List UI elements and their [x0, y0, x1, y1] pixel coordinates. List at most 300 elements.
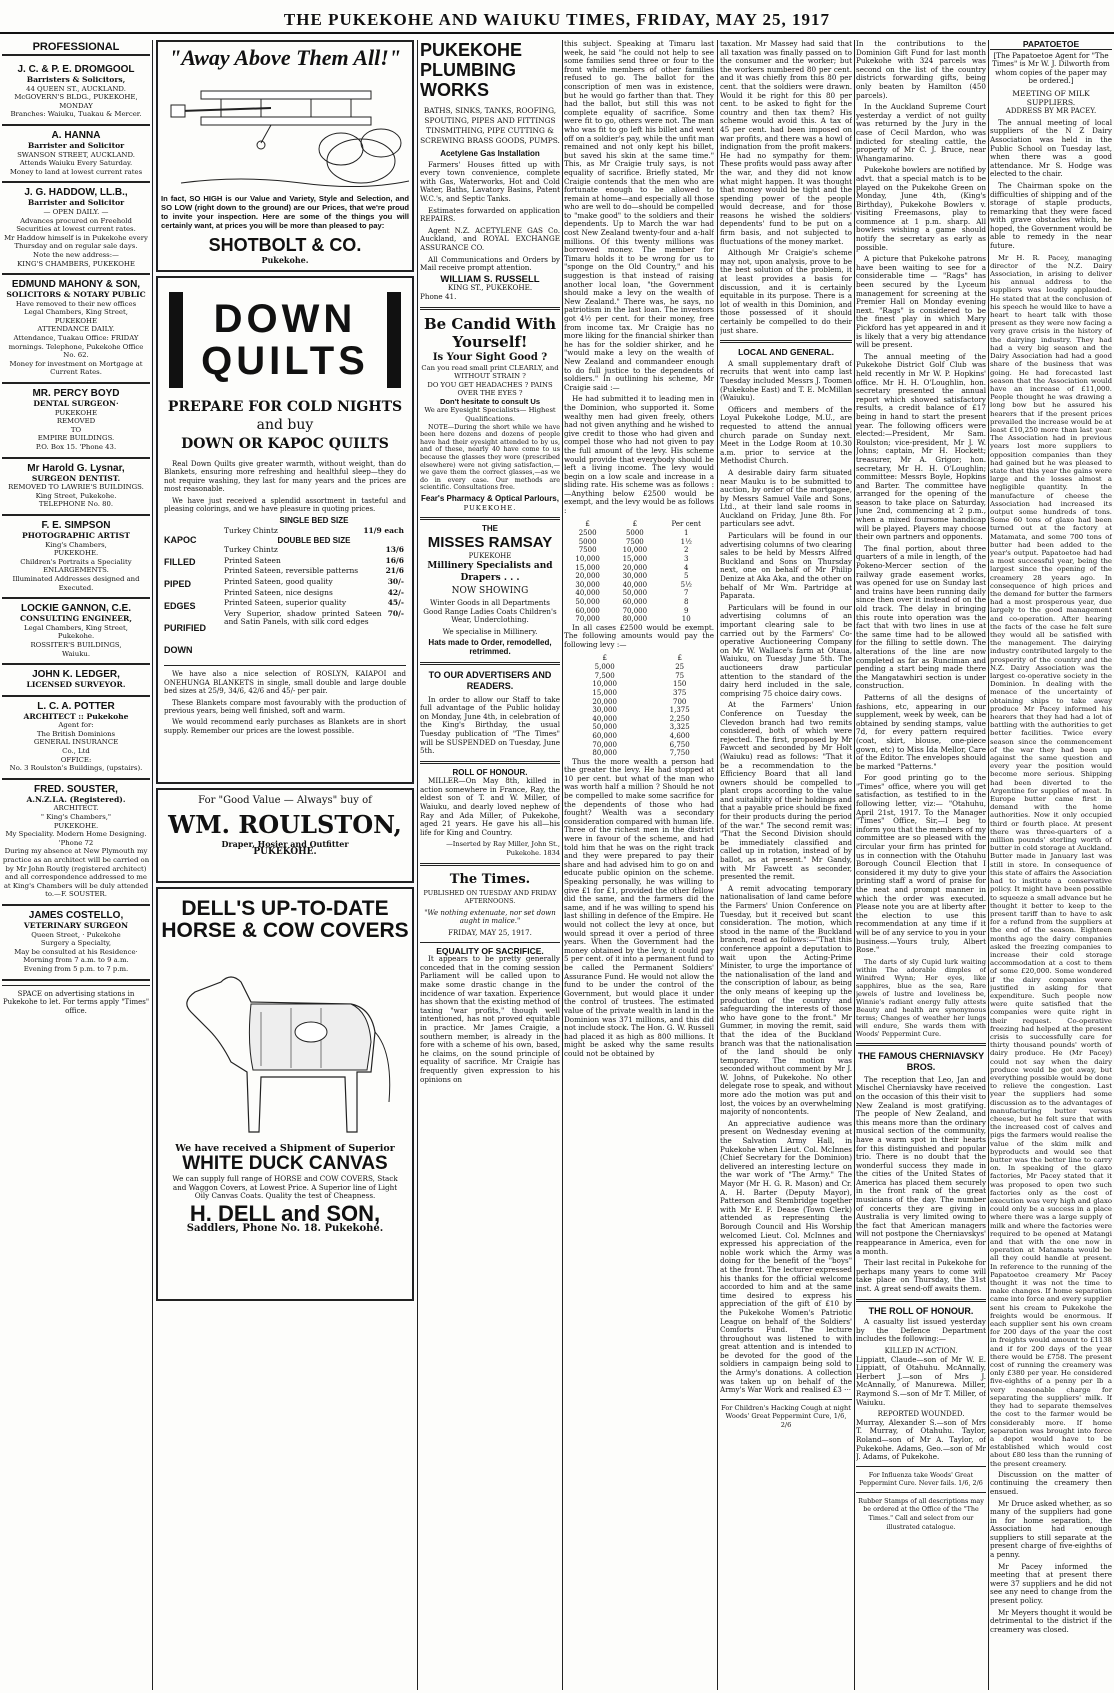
equality-title: EQUALITY OF SACRIFICE. — [436, 945, 544, 956]
professional-name: EDMUND MAHONY & SON, — [11, 279, 141, 291]
column-rule — [854, 40, 855, 1690]
levy-row — [564, 572, 714, 581]
levy-header-cell: £ — [632, 519, 638, 528]
plumbing-name: WILLIAM S. RUSSELL — [440, 273, 540, 285]
levy-cell: 7500 — [625, 537, 644, 546]
levy-row — [564, 598, 714, 607]
levy-cell: 7,750 — [669, 749, 690, 758]
professional-line: DENTAL SURGEON· — [33, 399, 119, 409]
levy-cell: 700 — [672, 697, 687, 706]
professional-line: Legal Chambers, King Street, — [24, 308, 128, 317]
professional-line: Morning from 7 a.m. to 9 a.m. — [23, 956, 129, 965]
masthead: THE PUKEKOHE AND WAIUKU TIMES, FRIDAY, MAY 25, 1917 — [0, 0, 1114, 34]
levy-row — [564, 732, 714, 741]
shotbolt-name: SHOTBOLT & CO. — [208, 234, 362, 255]
levy-row — [564, 672, 714, 681]
professional-card — [2, 697, 150, 780]
professional-line: SOLICITORS & NOTARY PUBLIC — [6, 290, 146, 300]
professional-card — [2, 516, 150, 599]
price-value: 30/- — [387, 577, 404, 586]
levy-header-cell: Per cent — [671, 519, 701, 528]
professional-line: Attendance, Tuakau Office: FRIDAY mornings. Telephone, Pukekohe Office No. 62. — [8, 334, 144, 360]
single-bed-heading: SINGLE BED SIZE — [279, 516, 349, 526]
shotbolt-headline: "Away Above Them All!" — [169, 45, 401, 70]
times-title: The Times. — [449, 871, 531, 887]
levy-cell: 2500 — [578, 529, 597, 538]
col5-para1: taxation. Mr Massey had said that all taxation was finally passed on to the consumer and the worker; but the workers numbered 80 per cent. and it was chiefly from this 80 per cent. that the soldiers were drawn. Would it be right for this 80 per cent. to be asked to fight for the country and then tax them? His scheme would avoid this. A tax of 45 per cent. had been imposed on war profits, and there was a howl of indignation from the profit makers. He had no sympathy for them. These profits would pass away after the war, and they did not know what might happen. It was thought that money would be tight and the spending power of the people would decrease, and for those reasons he wished the soldiers' dependents' fund to be put on a firm basis, and not subjected to fluctuations of the money market. — [720, 40, 852, 246]
column-rule — [717, 40, 718, 1690]
professional-line: ROSSITER'S BUILDINGS, — [30, 640, 122, 649]
double-bed-price-table — [222, 545, 406, 628]
professional-card — [2, 599, 150, 665]
professional-line: Queen Street, · Pukekohe — [31, 930, 121, 939]
quilts-note-2: These Blankets compare most favourably with the production of previous years, being well finished, soft and warm. — [164, 698, 406, 716]
ads-column-3 — [420, 40, 560, 1690]
cherniavsky-body-2: Their last recital in Pukekohe for perhaps many years to come will take place on Thursday, the 31st inst. A great send-off awaits them. — [856, 1258, 986, 1293]
levy-header-cell: £ — [602, 653, 607, 662]
levy-cell: 9 — [684, 606, 689, 615]
quilts-title-quilts: QUILTS — [201, 339, 369, 383]
levy-cell: 20,000 — [575, 572, 600, 581]
professional-card — [2, 126, 150, 183]
professional-line: P.O. Box 15. 'Phone 43. — [35, 443, 117, 451]
cherniavsky-title: THE FAMOUS CHERNIAVSKY BROS. — [857, 1050, 985, 1072]
col4-para1: this subject. Speaking at Timaru last week, he said "he could not help to see some families send three or four to the front while members of other families refused to go. The ballot for the conscription of men was in existence, but he would go farther than that. They had the ballot, but still this was not complete equality of sacrifice. Some were fit to go, others were not. The man who was fit to go left his billet and went off on a soldier's pay, while the unfit man remained and not only kept his billet, but saved his skin at the same time." This, as Mr Craigie truly says, is not equality of sacrifice. Briefly stated, Mr Craigie contends that the men who are fortunate enough to be allowed to remain at home—and especially all those who are well to do—should be compelled to "make good" to the soldiers and their dependents. Up to March the war had cost New Zealand twenty-four and a-half millions. Of this twenty millions was borrowed money. The member for Timaru holds it to be wrong for us to "sponge on the Old Country," and his suggestion is that instead of raising another local loan, "the Government should make a levy on the wealth of New Zealand." There was, he says, no patriotism in the last loan. The investors got 4½ per cent. for their money, free from income tax. Mr Craigie has no more liking for the financial shirker than he has for the soldier shirker, and he "would make a levy on the wealth of New Zealand and commandeer enough to do full justice to the dependents of soldiers." In outlining his scheme, Mr Craigie said :— — [564, 40, 714, 392]
levy-cell: 5½ — [680, 580, 692, 589]
quilts-subhead-1: PREPARE FOR COLD NIGHTS — [167, 399, 403, 415]
column-rule — [417, 40, 418, 1690]
levy-cell: 7 — [684, 589, 689, 598]
papatoetoe-title: PAPATOETOE — [990, 40, 1112, 50]
local-2: Officers and members of the Loyal Pukekohe Lodge, M.U., are requested to attend the annual church parade on Sunday next. Meet in the Lodge Room at 10.30 a.m. prior to service at the Methodist Church. — [720, 404, 852, 466]
roll-right-intro: A casualty list issued yesterday by the Defence Department includes the following:— — [856, 1317, 986, 1344]
col6-para5: The annual meeting of the Pukekohe District Golf Club was held recently in Mr W. P. Hopkins' office. Mr H. H. O'Loughlin, hon. secretary presented the annual report which showed satisfactory results, a credit balance of £17 being in hand to start the present year. The following officers were elected:—President, Mr Sam. Roulston; vice-president, Mr J. W. Johns; captain, Mr H. Hockett; treasurer, Mr A. Grigor; hon. secretary, Mr H. H. O'Loughlin; committee: Messrs Boyle, Hopkins and Barter. The committee have arranged for the opening of the season to take place on Saturday, June 2nd, commencing at 2 p.m., when a mixed foursome handicap will be played. Players may choose their own partners and opponents. — [856, 351, 986, 542]
levy-row — [564, 680, 714, 689]
candid-specialists: We are Eyesight Specialists— Highest Qualifications. — [424, 406, 556, 424]
professional-name: A. HANNA — [51, 129, 101, 141]
professional-line: — OPEN DAILY. — — [43, 207, 109, 216]
professional-line: Money to land at lowest current rates — [9, 167, 143, 176]
quilts-subhead-3: DOWN OR KAPOC QUILTS — [181, 436, 389, 452]
price-value: 11/9 each — [363, 526, 404, 536]
levy-cell: 6,750 — [669, 740, 690, 749]
levy-cell: 15,000 — [592, 688, 617, 697]
ramsay-hats: Hats made to Order, remodelled, retrimmed. — [428, 638, 552, 656]
professional-line: 44 QUEEN ST., AUCKLAND. — [26, 84, 126, 93]
professional-card — [2, 780, 150, 906]
levy-cell: 1 — [684, 529, 689, 538]
dell-name: H. DELL and SON, — [189, 1201, 381, 1227]
levy-cell: 10,000 — [592, 680, 617, 689]
candid-place: PUKEKOHE. — [463, 503, 517, 512]
col7-body3: Mr H. R. Pacey, managing director of the N.Z. Dairy Association, in arising to deliver his annual address to the suppliers was loudly applauded. He stated that at the conclusion of his speech he would like to have a heart to heart talk with those present as they were now facing a very grave crisis in the history of the dairying industry. They had had a very big season and the Dairy Association had had a good share of the business that was going. He had forecasted last season that the Association would have an increase of £11,000. People thought he was drawing a long bow but he assured his hearers that if the present prices prevailed the increase would be at least £10,250 more than last year. The Association had in previous years lost more suppliers to opposition companies than they had gained but he was pleased to state that this year the gains were large and the losses almost a negligible quantity. In the manufacture of cheese the Association had increased its output some hundreds of tons. Some 60 tons of glaxo had been turned out at the factory at Matamata, and some 700 tons of butter had been added to the year's output. Papatoetoe had had a most successful year, being the largest since the opening of the creamery 28 years ago. In consequence of high prices and the demand for butter the farmers had a most prosperous year, due largely to the good management and co-operation. After hearing the facts of the case he felt sure they would all be satisfied with the management. The dairying industry contributed largely to the prosperity of the country and the N.Z. Dairy Association was the largest co-operative society in the Dominion. In dealing with the menace of the uncertainty of obtaining ships to take away produce Mr Pacey informed his hearers that they had had a lot of battling with the authorities to get better facilities. Twice every season since the commencement of the war they had been up against the same question and every year the position would become more serious. Shipping had been diverted to the Argentine for supplies of meat. In Europe butter came first in demand with the home authorities. Now it only occupied third or fourth place. At present there was three-quarters of a million pounds' sterling worth of butter in cold storage at Auckland. Butter made in January last was still in store. In consequence of this state of affairs the Association had to institute a conservative policy. It might have been possible to squeeze a small advance but he thought it better to keep to the present tariff than to have to ask for a refund from the suppliers at the end of the season. Eighteen months ago the dairy companies asked the freezing companies to increase their cold storage accommodation at a cost to them of some £20,000. Some wondered if the dairy companies were justified in asking for that expenditure. Such people now were quite satisfied that the companies were quite right in their request. Co-operative freezing had helped at the present crisis to successfully care for thirty thousand pounds' worth of dairy produce. He (Mr Pacey) could not say when the dairy produce would be got away, but everything possible would be done to relieve the congestion. Last year the suppliers had some discussion as to the advantages of manufacturing butter versus cheese, but he felt sure that with the increased cost of calves and pigs the farmers would realise the value of the skim milk and byproducts and would see that butter was the better line to carry on. In speaking of the glaxo factories, Mr Pacey stated that it was proposed to open two such factories only as the cost of execution was very high and glaxo could only be a success in a place where there was a large supply of milk and where the factories were required to be opened at Matangi and that with the one now in operation at Matamata would be all they could handle at present. In reference to the running of the Papatoetoe creamery Mr Pacey thought it was not the time to make changes. If home separation came into force and every supplier sent his cream to Pukekohe the freights would be enormous. If each supplier sent his own cream for 200 days of the year the cost in freights would amount to £1138 and if for 200 days of the year there would be £758. The present cost of running the creamery was only £380 per year. He considered five-eighths of a penny per lb a very reasonable charge for separating the suppliers' milk. If they had to separate themselves the cost to the farmer would be considerably more. If home separation was brought into force a depot would have to be established which would cost about £80 less than the running of the present creamery. — [990, 253, 1112, 1468]
professional-line: King Street, Pukekohe. — [35, 491, 117, 500]
quilt-side-label: FILLED — [164, 557, 196, 568]
col6-para2: In the Auckland Supreme Court yesterday a verdict of not guilty was returned by the Jury in the case of Cecil Mardon, who was indicted for stealing cattle, the property of Mr C. J. Bruce, near Whangamarino. — [856, 102, 986, 163]
col7-body6: Mr Pacey informed the meeting that at present there were 37 suppliers and he did not see any need to change from the present policy. — [990, 1561, 1112, 1606]
advertisers-body: In order to allow our Staff to take full advantage of the Public holiday on Monday, June 4th, in celebration of the King's Birthday, the usual Tuesday publication of "The Times" will be SUSPENDED on Tuesday, June 5th. — [420, 694, 560, 756]
levy-row — [564, 715, 714, 724]
roulston-name: WM. ROULSTON, — [168, 809, 402, 839]
shotbolt-ad — [156, 40, 414, 272]
col7-body7: Mr Meyers thought it would be detrimental to the district if the creamery was closed. — [990, 1607, 1112, 1634]
col6-para8: For good printing go to the "Times" office, where you will get satisfaction, as testified to in the following letter, viz:— "Otahuhu, April 21st, 1917. To the Manager "Times" Office, Sir,—I beg to inform you that the members of my committee are so pleased with the circular your firm has printed for us in connection with the Otahuhu Borough Council Election that I considered it my duty to give your printing staff a word of praise for the neat and prompt manner in which the order was executed. Please note you are at liberty after the election to use this recommendation at any time if it will be of any service to you in your business.—Yours truly, Albert Rose." — [856, 773, 986, 955]
candid-q4: Don't hesitate to consult Us — [439, 396, 541, 406]
col7-body2: The Chairman spoke on the difficulties of shipping and of the storage of staple products, remarking that they were faced with grave obstacles which, he hoped, the Government would be able to remedy in the near future. — [990, 180, 1112, 251]
equality-editorial — [420, 947, 560, 1085]
professional-line: PUKEKOHE. — [53, 821, 99, 830]
candid-name: Fear's Pharmacy & Optical Parlours, — [421, 494, 559, 503]
professional-line: " King's Chambers," — [40, 813, 112, 822]
dell-headline-1: DELL'S UP-TO-DATE — [181, 897, 389, 920]
levy-cell: 5000 — [625, 529, 644, 538]
professional-line: Evening from 5 p.m. to 7 p.m. — [23, 964, 129, 973]
price-item: Printed Sateen, superior quality — [224, 598, 347, 608]
col4-para4: Thus the more wealth a person had the greater the levy. He had stopped at 10 per cent. but what of the man who was worth half a million ? Should he not be compelled to make some sacrifice for the dependents of those who had fought? Wealth was a secondary consideration compared with human life. Three of the richest men in the district were in favour of the scheme, and had told him that he was on the right track and they were prepared to pay their share and had advised him to go on and educate public opinion on the scheme. Speaking personally, he was willing to give £1 for £1, provided the other fellow did the same, and the farmers did the same, and if he was willing to spend his last shilling in defence of the Empire. He would not collect the levy at once, but would spread it over a period of three years. When the Government had the money obtained by the levy, it could pay 5 per cent. of it into a permanent fund to be called the Permanent Soldiers' Assurance Fund. He would not allow the fund to be under the control of the Government, but would place it under the control of trustees. The estimated value of the private wealth in land in the Dominion was 371 millions, and this did not include stock. The Hon. G. W. Russell had placed it as high as 800 millions. It might be asked why the same results could not be obtained by — [564, 756, 714, 1058]
levy-row — [564, 706, 714, 715]
levy-cell: 20,000 — [622, 563, 648, 572]
levy-header-row — [564, 653, 714, 664]
professional-line: PUKEKOHE. — [53, 549, 99, 558]
quilt-side-label: PURIFIED — [164, 623, 207, 634]
roll-of-honour-notice — [420, 769, 560, 858]
levy-row — [564, 663, 714, 672]
professional-name: L. C. A. POTTER — [37, 700, 115, 712]
space-to-let-notice: SPACE on advertising stations in Pukekohe to let. For terms apply "Times" office. — [2, 989, 150, 1015]
levy-row — [564, 529, 714, 538]
display-ads-column — [156, 40, 414, 1690]
col6-para6: The final portion, about three quarters of a mile in length, of the Pokeno-Mercer section of the railway grade easement works, was opened for use on Sunday last and trains have been running daily since then over it instead of on the old track. The delay in bringing this route into operation was the fact that with two lines in use at the same time had to be allowed for the filling to settle down. The alterations of the line are now completed as far as Runciman and pending a start being made there the Mangatawhiri section is under construction. — [856, 543, 986, 691]
price-row — [222, 598, 406, 609]
plumbing-communications: All Communications and Orders by Mail receive prompt attention. — [420, 254, 560, 273]
plumbing-estimates: Estimates forwarded on application REPAIRS. — [420, 205, 560, 224]
professional-name: J. G. HADDOW, LL.B., — [24, 187, 128, 199]
ramsay-specialise: We specialise in Millinery. — [442, 626, 538, 636]
plumbing-phone: Phone 41. — [420, 291, 457, 301]
levy-cell: 1,375 — [669, 706, 690, 715]
levy-cell: 50,000 — [592, 723, 617, 732]
price-item: Very Superior, shadow printed Sateen and Satin Panels, with silk cord edges — [224, 608, 382, 627]
professional-name: MR. PERCY BOYD — [32, 388, 120, 400]
levy-cell: 60,000 — [575, 606, 600, 615]
levy-cell: 5 — [684, 572, 689, 581]
levy-cell: 30,000 — [592, 706, 617, 715]
professional-line: Waiuku. — [61, 649, 91, 658]
ramsay-title: MISSES RAMSAY — [427, 533, 553, 551]
professional-line: ATTENDANCE DAILY. — [37, 325, 115, 334]
professional-name: F. E. SIMPSON — [41, 519, 111, 531]
quilts-note-3: We would recommend early purchases as Blankets are in short supply. Remember our prices are the lowest possible. — [164, 718, 406, 735]
levy-cell: 60,000 — [592, 731, 617, 740]
plumbing-title: PUKEKOHE PLUMBING WORKS — [420, 40, 523, 100]
biplane-illustration — [161, 71, 409, 191]
double-bed-heading: DOUBLE BED SIZE — [277, 535, 351, 545]
professional-line: Illuminated Addresses designed and Executed. — [12, 574, 140, 592]
cherniavsky-body: The reception that Leo, Jan and Mischel Cherniavsky have received on the occasion of this their visit to New Zealand is most gratifying. The people of New Zealand, and this means more than the ordinary musical section of the community, have a warm spot in their hearts for this distinguished and popular trio. There is no doubt that the wonderful success they made in the cities of the United States of America has placed them securely in the front rank of the great musicians of the day. The number of concerts they are giving in Australia is very limited owing to the fact that American managers will not postpone the Cherniavskys' reappearance in America, even for a month. — [856, 1074, 986, 1256]
plumbing-address: KING ST., PUKEKOHE. — [447, 283, 533, 293]
professional-line: Barrister and Solicitor — [27, 198, 125, 208]
levy-amount-table — [564, 653, 714, 758]
levy-row — [564, 741, 714, 750]
quilt-side-label: KAPOC — [164, 535, 197, 546]
professional-line: Note the new address:— — [33, 250, 119, 259]
levy-cell: 80,000 — [592, 749, 617, 758]
candid-ad — [420, 315, 560, 513]
professional-line: ENLARGEMENTS. — [43, 566, 109, 575]
local-5: Particulars will be found in our advertising columns of an important clearing sale to be carried out by the Farmers' Co-operative Auctioneering Company on Mr W. Wallace's farm at Otaua, Waiuku, on Tuesday June 5th. The auctioneers draw particular attention to the standard of the dairy herd included in the sale, comprising 75 choice dairy cows. — [720, 602, 852, 698]
professional-line: Surgery a Specialty, — [40, 939, 112, 948]
column-rule — [562, 40, 563, 1690]
ramsay-place: PUKEKOHE — [468, 551, 512, 560]
professional-line: REMOVED TO LAWRIE'S BUILDINGS. — [8, 483, 144, 492]
professional-line: McGOVERN'S BLDG., PUKEKOHE, MONDAY — [14, 93, 138, 110]
col4-para2: He had submitted it to leading men in the Dominion, who supported it. Some wealthy men had given freely, others had not given anything and he wished to give credit to those who had given and compel those who had not given to pay the full amount of the levy. His scheme would provide that everybody should be left a living income. The levy would begin on a low scale and increase in a sliding rate. His scheme was as follows :—Anything below £2500 would be exempt, and the levy would be as follows : — [564, 394, 714, 516]
professional-line: REMOVED — [56, 417, 96, 426]
levy-cell: 375 — [672, 688, 687, 697]
milk-meeting-heading: MEETING OF MILK SUPPLIERS. — [1012, 88, 1090, 107]
dell-footer: Saddlers, Phone No. 18. Pukekohe. — [186, 1223, 384, 1235]
professional-line: GENERAL INSURANCE — [33, 738, 119, 747]
col6-para9: The darts of sly Cupid lurk waiting within The adorable dimples of Winifred Wynn; Her eyes, like sapphires, blue as the sea, Rare jewels of lustre and loveliness be, Winnie's radiant energy fully attests Beauty and health are synonymous terms; Changes of weather her lungs will endure, She wards them with Woods' Peppermint Cure. — [856, 957, 986, 1038]
gas-body: Farmers' Houses fitted up with every town convenience, complete with Gas, Waterworks, Hot and Cold Water, Baths, Lavatory Basins, Patent W.C.'s, and Septic Tanks. — [420, 159, 560, 203]
professional-line: VETERINARY SURGEON — [23, 920, 129, 930]
killed-heading: KILLED IN ACTION. — [884, 1346, 958, 1355]
professional-name: Mr Harold G. Lysnar, — [27, 462, 125, 474]
down-quilts-ad — [156, 276, 414, 784]
professional-line: LICENSED SURVEYOR. — [26, 680, 126, 690]
levy-row — [564, 538, 714, 547]
shotbolt-body: In fact, SO HIGH is our Value and Variety, Style and Selection, and SO LOW (right down to the ground) are our Prices, that we're proud to invite your inspection. Here are some of the things you will certainly want, at prices you will be more than pleased to pay: — [161, 193, 409, 230]
local-8: An appreciative audience was present on Wednesday evening at the Salvation Army Hall, in Pukekohe when Lieut. Col. McInnes (Chief Secretary for the Dominion) delivered an interesting lecture on the war work of "The Army." The Mayor (Mr H. G. R. Mason) and Cr. A. H. Barter (Deputy Mayor), Patterson and Stembridge together with Mr E. F. Dease (Town Clerk) attended as representing the Borough Council and His Worship welcomed Lieut. Col. McInnes and expressed his appreciation of the noble work which the Army was doing for the benefit of the "boys" at the front. The lecturer expressed his thanks for the official welcome accorded to him and at the same time desired to express his appreciation of the gift of £10 by the Pukekohe Women's Patriotic League on behalf of the Soldiers' Comforts Fund. The lecture throughout was listened to with great attention and is intended to be devoted for the good of the soldiers in campaign being sold to the Army's donations. A collection was taken up on behalf of the Army's War Work and realised £3 ··· — [720, 1118, 852, 1395]
price-value: 21/6 — [385, 566, 404, 576]
quilt-side-label: DOWN — [164, 645, 193, 656]
ramsay-trade: Millinery Specialists and Drapers . . . — [427, 561, 553, 584]
levy-cell: 70,000 — [575, 615, 600, 624]
professional-line: Branches: Waiuku, Tuakau & Mercer. — [10, 110, 142, 119]
levy-row — [564, 689, 714, 698]
professional-heading: PROFESSIONAL — [2, 40, 150, 56]
levy-cell: 10,000 — [622, 546, 648, 555]
levy-cell: 15,000 — [622, 555, 648, 564]
levy-cell: 3 — [684, 555, 689, 564]
levy-cell: 4 — [684, 563, 689, 572]
col7-body5: Mr Druce asked whether, as so many of the suppliers had gone in for home separation, the Association had enough suppliers to still separate at the present charge of five-eighths of a penny. — [990, 1498, 1112, 1560]
ramsay-ad — [420, 525, 560, 656]
quilt-side-label: PIPED — [164, 579, 192, 590]
levy-row — [564, 589, 714, 598]
price-value: 70/- — [387, 608, 404, 618]
ramsay-the: THE — [482, 524, 498, 534]
professional-line: Co., Ltd — [62, 747, 90, 756]
levy-cell: 20,000 — [592, 697, 617, 706]
shotbolt-place: Pukekohe. — [261, 254, 309, 265]
quilts-subhead-2: and buy — [256, 417, 314, 433]
professional-line: Pukekohe. — [57, 632, 95, 641]
levy-cell: 2,250 — [669, 714, 690, 723]
price-row — [222, 556, 406, 567]
equality-body: It appears to be pretty generally conceded that in the coming session Parliament will be called upon to make some drastic change in the incidence of war taxation. Experience has shown that the existing method of taxing "war profits," though well intentioned, has not proved equitable in practice. Mr James Craigie, a southern member, is already in the fore with a scheme of his own, based, he claims, on the sound principle of equality of sacrifice. Mr Craigie has frequently given expression to his opinions on — [420, 954, 560, 1084]
levy-cell: 150 — [672, 680, 687, 689]
professional-card — [2, 459, 150, 516]
price-item: Printed Sateen, reversible patterns — [224, 566, 359, 576]
killed-list: Lippiatt, Claude—son of Mr W. E. Lippiatt, of Otahuhu. McAnnally, Herbert J.—son of Mrs J. McAnnally, of Manurewa. Miller, Raymond S.—son of Mr T. Miller, of Waiuku. — [856, 1354, 986, 1407]
local-1: A small supplementary draft of recruits that went into camp last Tuesday included Messrs J. Toomen (Pukekohe East) and T. E. McMillan (Waiuku). — [720, 358, 852, 403]
professional-line: ARCHITECT :: Pukekohe — [23, 711, 129, 721]
local-7: A remit advocating temporary nationalisation of land came before the Farmers' Union Conference on Tuesday, but it received but scant consideration. The motion, which stood in the name of the Buckland branch, read as follows:—"That this conference appoint a deputation to wait upon the Acting-Prime Minister, to urge the importance of the nationalisation of the land and the conscription of labour, as being the only means of keeping up the production of the country and safeguarding the interests of those who have gone to the front." Mr Gummer, in moving the remit, said that the idea of the Buckland branch was that the nationalisation of the land should be only temporary. The motion was seconded without comment by Mr J. W. Johns, of Pukekohe. No other delegate rose to speak, and without more ado the motion was put and lost, the voices by an overwhelming majority of noncontents. — [720, 883, 852, 1117]
levy-cell: 3,325 — [669, 723, 690, 732]
professional-line: King's Chambers, — [45, 540, 107, 549]
price-row — [222, 588, 406, 599]
professional-line: Children's Portraits a Speciality — [20, 557, 132, 566]
col6-bottom-ad-1: For Influenza take Woods' Great Peppermint Cure. Never fails. 1/6, 2/6 — [859, 1470, 983, 1488]
professional-column — [2, 40, 150, 1690]
dell-canvas: WHITE DUCK CANVAS — [182, 1153, 388, 1175]
roulston-place: PUKEKOHE. — [253, 847, 317, 858]
col7-body1: The annual meeting of local suppliers of the N Z Dairy Association was held in the Public School on Tuesday last, when there was a good attendance. Mr S. Hodge was elected to the chair. — [990, 117, 1112, 179]
advertisers-title: TO OUR ADVERTISERS AND READERS. — [428, 669, 552, 691]
professional-line: A.N.Z.I.A. (Registered). — [26, 794, 126, 804]
price-row — [222, 609, 406, 628]
professional-line: CONSULTING ENGINEER, — [20, 614, 132, 624]
price-item: Turkey Chintz — [224, 545, 278, 555]
price-value: 45/- — [387, 598, 404, 608]
levy-cell: 7,500 — [594, 671, 615, 680]
price-row — [222, 566, 406, 577]
col6-para4: A picture that Pukekohe patrons have been waiting to see for a considerable time — "Rags" has been secured by the Lyceum management for screening at the Premier Hall on Monday evening next. "Rags" is considered to be the finest play in which Mary Pickford has yet appeared in and it is likely that a very big attendance will be present. — [856, 254, 986, 350]
roll-left-title: ROLL OF HONOUR. — [452, 767, 528, 777]
levy-cell: 30,000 — [575, 580, 600, 589]
local-general-title: LOCAL AND GENERAL. — [738, 347, 834, 358]
professional-line: Agent for: — [58, 721, 94, 730]
local-6: At the Farmers' Union Conference on Tuesday the Clevedon branch had two remits considered, both of which were rejected. The first, proposed by Mr Fawcett and seconded by Mr Holt (Waiuku) read as follows: "That it be a recommendation to the Efficiency Board that all land owners should be compelled to plant crops according to the value and suitability of their holdings and that a payable price should be fixed for their products during the period of the war." The second remit was: "That the Second Division should be immediately classified and called up in rotation, instead of by ballot, as at present." Mr Gandy, with Mr Fawcett as seconder, presented the remit. — [720, 700, 852, 882]
professional-line: KING'S CHAMBERS, PUKEKOHE — [17, 259, 135, 268]
dell-body: We can supply full range of HORSE and COW COVERS, Stack and Waggon Covers, at Lowest Price. A Superior line of Light Oily Canvas Coats. Quality the test of Cheapness. — [172, 1174, 398, 1200]
dell-covers-ad — [156, 887, 414, 1301]
candid-q2: Can you read small print CLEARLY, and WITHOUT STRAIN ? — [421, 363, 559, 381]
horse-cover-illustration — [161, 942, 409, 1142]
levy-cell: 5000 — [578, 537, 597, 546]
col6-para7: Patterns of all the designs of fashions, etc, appearing in our supplement, week by week, can be obtained by sending stamps, value 7d, for every pattern required (coat, skirt, blouse, one-piece gown, etc) to Miss Ida Mellor, Care of the Editor. The envelopes should be marked "Patterns." — [856, 692, 986, 771]
roll-left-inserted: —Inserted by Ray Miller, John St., Pukekohe. 1834 — [446, 840, 560, 858]
professional-name: JOHN K. LEDGER, — [32, 669, 120, 681]
roulston-trade: Draper, Hosier and Outfitter — [221, 838, 349, 849]
price-row — [222, 545, 406, 556]
price-value: 16/6 — [385, 555, 404, 565]
price-item: Printed Sateen, good quality — [224, 577, 333, 586]
levy-row — [564, 546, 714, 555]
ramsay-items: Winter Goods in all Departments Good Range Ladies Coats Children's Wear, Underclothing. — [423, 597, 557, 625]
levy-cell: 60,000 — [622, 598, 648, 606]
professional-line: Barrister and Solicitor — [27, 140, 125, 150]
professional-name: JAMES COSTELLO, — [28, 909, 124, 921]
levy-cell: 25 — [675, 663, 685, 672]
professional-line: 'Phone 72 — [58, 838, 94, 847]
levy-row — [564, 607, 714, 616]
col5-para2: Although Mr Craigie's scheme may not, upon analysis, prove to be the best solution of the problem, it at least provides a basis for discussion, and it is certainly equitable in its purpose. There is a lot of wealth in this Dominion, and those possessed of it should certainly be compelled to do their just share. — [720, 248, 852, 335]
professional-line: Attends Waiuku Every Saturday. — [19, 159, 133, 168]
candid-q1: Is Your Sight Good ? — [432, 351, 548, 363]
editorial-continued-column — [564, 40, 714, 1690]
professional-line: SWANSON STREET, AUCKLAND. — [17, 150, 135, 159]
quilts-title-down: DOWN — [213, 297, 357, 341]
levy-header-cell: £ — [677, 653, 682, 662]
professional-line: PHOTOGRAPHIC ARTIST — [22, 530, 130, 540]
price-item: Turkey Chintz — [224, 526, 278, 536]
professional-line: May be consulted at his Residence· — [14, 947, 138, 956]
professional-line: EMPIRE BUILDINGS. — [37, 434, 115, 443]
levy-cell: 75 — [675, 671, 685, 680]
levy-row — [564, 581, 714, 590]
plumbing-ad — [420, 40, 560, 302]
col7-body4: Discussion on the matter of continuing the creamery then ensued. — [990, 1469, 1112, 1496]
candid-q3: DO YOU GET HEADACHES ? PAINS OVER THE EYES ? — [427, 380, 553, 398]
professional-list — [2, 60, 150, 981]
professional-card — [2, 275, 150, 384]
roulston-ad — [156, 788, 414, 883]
times-published: PUBLISHED ON TUESDAY AND FRIDAY AFTERNOONS. — [423, 888, 557, 906]
professional-line: OFFICE: — [60, 755, 92, 764]
levy-row — [564, 564, 714, 573]
levy-row — [564, 723, 714, 732]
professional-card — [2, 384, 150, 459]
levy-cell: 10,000 — [575, 555, 600, 564]
quilts-note-1: We have also a nice selection of ROSLYN, KAIAPOI and ONEHUNGA BLANKETS in single, small double and large double bed sizes at 25/9, 34/6, 42/6 and 45/- per pair. — [164, 670, 406, 696]
professional-line: No. 3 Roulston's Buildings, (upstairs). — [9, 764, 143, 773]
levy-cell: 70,000 — [592, 740, 617, 749]
professional-name: LOCKIE GANNON, C.E. — [20, 603, 131, 615]
levy-cell: 1½ — [680, 537, 692, 546]
professional-line: SURGEON DENTIST. — [31, 473, 121, 483]
times-masthead-box — [420, 871, 560, 938]
levy-row — [564, 698, 714, 707]
professional-line: The British Dominions — [36, 729, 116, 738]
roll-right-title: THE ROLL OF HONOUR. — [868, 1305, 974, 1316]
levy-cell: 10 — [681, 615, 691, 624]
papatoetoe-column — [990, 40, 1112, 1690]
local-3: A desirable dairy farm situated near Mauku is to be submitted to auction, by order of the mortgagee, by Messrs Samuel Vaile and Sons, Ltd., at their land sale rooms in Auckland on Friday, June 8th. For particulars see advt. — [720, 467, 852, 529]
levy-cell: 70,000 — [622, 606, 648, 615]
professional-card — [2, 665, 150, 697]
levy-header-row — [564, 519, 714, 530]
professional-card — [2, 906, 150, 981]
column-rule — [988, 40, 989, 1690]
levy-row — [564, 555, 714, 564]
professional-name: FRED. SOUSTER, — [34, 783, 118, 795]
price-row — [222, 577, 406, 588]
column-rule — [152, 40, 153, 1690]
levy-cell: 5,000 — [594, 663, 615, 672]
professional-card — [2, 183, 150, 275]
levy-cell: 30,000 — [622, 572, 648, 581]
levy-cell: 4,600 — [669, 731, 690, 740]
ramsay-showing: NOW SHOWING — [451, 586, 529, 597]
pacey-address-heading: ADDRESS BY MR PACEY. — [1005, 107, 1097, 116]
levy-cell: 2 — [684, 546, 689, 555]
plumbing-agent: Agent N.Z. ACETYLENE GAS Co. Auckland, and ROYAL EXCHANGE ASSURANCE CO. — [420, 225, 560, 252]
col6-para3: Pukekohe bowlers are notified by advt. that a special match is to be played on the Pukekohe Green on Monday, June 4th, (King's Birthday), Pukekohe Bowlers v. visiting Freemasons, play to commence at 1 p.m. sharp. All bowlers wishing a game should notify the secretary as early as possible. — [856, 165, 986, 252]
col6-bottom-ad-2: Rubber Stamps of all descriptions may be ordered at the Office of the "The Times." Call and select from our illustrated catalogue. — [858, 1496, 984, 1531]
levy-cell: 40,000 — [622, 580, 648, 589]
quilt-side-label: EDGES — [164, 601, 196, 612]
candid-note: NOTE—During the short while we have been here dozens and dozens of people have had their eyesight attended to by us, and of these, nearly 40 have come to us because the glasses they wore (prescribed elsewhere) were not giving satisfaction,—we gave them the correct glasses,—as we do in every case. Our methods are scientific. Consultations free. — [420, 422, 560, 492]
roulston-lead: For "Good Value — Always" buy of — [198, 795, 372, 806]
professional-line: Have removed to their new offices — [15, 299, 137, 308]
local-4: Particulars will be found in our advertising columns of two clearing sales to be held by Messrs Alfred Buckland and Sons on Thursday next, one on behalf of Mr Philip Denize at Aka Aka, and the other on behalf of Mr Wm. Partridge at Paparata. — [720, 531, 852, 601]
quilts-intro-1: Real Down Quilts give greater warmth, without weight, than do Blankets, ensuring more refreshing and healthful sleep—they do not require washing, they last for many years and the prices are most reasonable. — [164, 460, 406, 494]
professional-line: TO — [70, 425, 82, 434]
professional-line: Advances procured on Freehold Securities at lowest current rates. — [16, 216, 136, 234]
levy-header-cell: £ — [585, 519, 590, 528]
